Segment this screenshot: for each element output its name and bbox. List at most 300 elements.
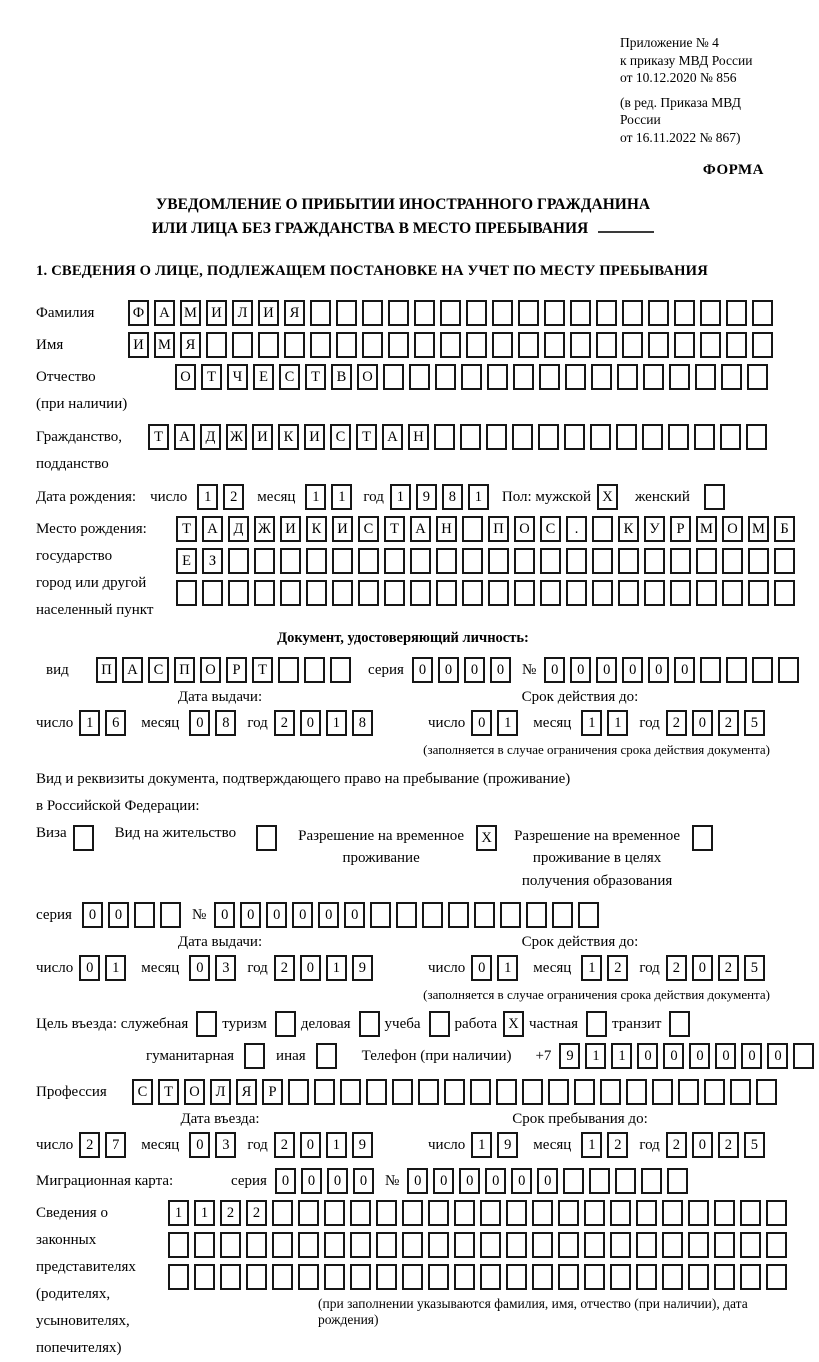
form-cell: 2: [274, 710, 295, 736]
form-cell: 0: [189, 1132, 210, 1158]
form-cell: 0: [240, 902, 261, 928]
form-cell: К: [618, 516, 639, 542]
form-cell: [440, 332, 461, 358]
doc-issue-month-cells: [189, 710, 241, 736]
series-label: серия: [368, 661, 404, 678]
form-cell: 0: [459, 1168, 480, 1194]
permit-series-cells: [82, 902, 186, 928]
form-cell: 0: [301, 1168, 322, 1194]
patronymic-label: Отчество (при наличии): [36, 369, 128, 413]
form-cell: А: [154, 300, 175, 326]
stay-year-cells: [666, 1132, 770, 1158]
form-cell: 0: [344, 902, 365, 928]
form-cell: [592, 580, 613, 606]
permit-series-row: [36, 902, 770, 928]
form-cell: [610, 1264, 631, 1290]
form-cell: Е: [253, 364, 274, 390]
form-cell: [350, 1232, 371, 1258]
form-cell: 0: [471, 955, 492, 981]
birth-place-label: Место рождения: государство город или другой населенный пункт: [36, 521, 154, 619]
form-cell: [642, 424, 663, 450]
form-cell: [636, 1264, 657, 1290]
migration-card-row: [36, 1168, 770, 1194]
form-cell: [480, 1200, 501, 1226]
form-cell: 0: [275, 1168, 296, 1194]
form-cell: [422, 902, 443, 928]
form-cell: М: [696, 516, 717, 542]
form-cell: 0: [266, 902, 287, 928]
form-cell: 2: [718, 955, 739, 981]
form-cell: 5: [744, 1132, 765, 1158]
form-cell: [532, 1200, 553, 1226]
form-cell: К: [306, 516, 327, 542]
name-row: [36, 332, 770, 358]
form-cell: [306, 580, 327, 606]
form-cell: 0: [485, 1168, 506, 1194]
form-cell: 5: [744, 710, 765, 736]
form-cell: 1: [497, 955, 518, 981]
entry-date-label: Дата въезда:: [180, 1111, 260, 1128]
stay-day-cells: [471, 1132, 523, 1158]
visa-label: Виза: [36, 824, 67, 841]
form-cell: [592, 516, 613, 542]
identity-doc-heading: Документ, удостоверяющий личность:: [277, 630, 529, 647]
permit-issue-group: число 0 1 месяц 0 3 год 2 0 1 9: [36, 955, 404, 981]
form-cell: 0: [300, 955, 321, 981]
form-cell: [617, 364, 638, 390]
surname-label: Фамилия: [36, 304, 95, 321]
form-cell: 1: [390, 484, 411, 510]
form-cell: 0: [79, 955, 100, 981]
form-cell: 2: [607, 1132, 628, 1158]
form-cell: 9: [559, 1043, 580, 1069]
sex-female-checkbox: [704, 484, 730, 510]
form-cell: [544, 332, 565, 358]
appendix-line: Приложение № 4: [620, 35, 719, 50]
form-cell: 8: [215, 710, 236, 736]
surname-row: [36, 300, 770, 326]
form-cell: 1: [168, 1200, 189, 1226]
form-cell: 2: [666, 955, 687, 981]
form-cell: 0: [537, 1168, 558, 1194]
form-cell: [747, 364, 768, 390]
doc-issue-year-cells: [274, 710, 378, 736]
profession-row: [36, 1079, 770, 1105]
form-cell: 0: [189, 955, 210, 981]
representatives-label: Сведения о законных представителях (родителях, усыновителях, попечителях): [36, 1205, 136, 1357]
form-cell: [220, 1264, 241, 1290]
form-cell: [280, 580, 301, 606]
patronymic-cells: [175, 364, 773, 390]
entry-day-cells: [79, 1132, 131, 1158]
permit-valid-group: число 0 1 месяц 1 2 год 2 0 2 5: [428, 955, 770, 981]
appendix-block: [620, 34, 770, 146]
form-cell: 0: [715, 1043, 736, 1069]
form-cell: [578, 902, 599, 928]
profession-cells: [132, 1079, 782, 1105]
form-cell: 1: [305, 484, 326, 510]
permit-valid-day-cells: [471, 955, 523, 981]
form-cell: И: [332, 516, 353, 542]
form-cell: 2: [246, 1200, 267, 1226]
form-cell: [766, 1264, 787, 1290]
form-cell: [474, 902, 495, 928]
purpose-tourism-checkbox: [275, 1011, 301, 1037]
form-cell: [558, 1264, 579, 1290]
form-cell: [314, 1079, 335, 1105]
permit-dates-head: Дата выдачи: Срок действия до:: [177, 934, 639, 951]
form-label: ФОРМА: [702, 162, 764, 179]
doc-type-cells: [96, 657, 356, 683]
form-cell: 0: [490, 657, 511, 683]
form-cell: Т: [356, 424, 377, 450]
form-cell: 0: [692, 710, 713, 736]
representatives-block: [36, 1200, 770, 1362]
form-cell: С: [540, 516, 561, 542]
form-cell: [228, 580, 249, 606]
temp-residence-checkbox: [476, 825, 502, 851]
form-cell: [644, 548, 665, 574]
form-cell: 0: [438, 657, 459, 683]
form-cell: [752, 657, 773, 683]
form-cell: X: [476, 825, 497, 851]
profession-label: Профессия: [36, 1083, 107, 1100]
form-cell: [692, 825, 713, 851]
form-cell: [514, 580, 535, 606]
form-cell: [414, 300, 435, 326]
private-label: частная: [529, 1015, 579, 1032]
form-cell: [570, 300, 591, 326]
form-cell: [674, 332, 695, 358]
form-cell: [669, 364, 690, 390]
form-cell: 9: [352, 955, 373, 981]
form-cell: [396, 902, 417, 928]
form-cell: 2: [718, 710, 739, 736]
form-cell: [324, 1200, 345, 1226]
form-cell: [748, 548, 769, 574]
form-cell: [622, 332, 643, 358]
form-cell: 1: [581, 710, 602, 736]
form-cell: [740, 1232, 761, 1258]
form-cell: 2: [274, 955, 295, 981]
form-cell: [376, 1200, 397, 1226]
permit-number-sign: №: [191, 906, 207, 923]
form-cell: [206, 332, 227, 358]
form-cell: [388, 332, 409, 358]
form-cell: И: [304, 424, 325, 450]
form-cell: 0: [689, 1043, 710, 1069]
form-cell: [480, 1232, 501, 1258]
form-cell: [168, 1232, 189, 1258]
form-cell: [670, 580, 691, 606]
form-cell: [740, 1264, 761, 1290]
form-cell: X: [597, 484, 618, 510]
form-cell: [714, 1232, 735, 1258]
form-cell: [506, 1200, 527, 1226]
temp-residence-edu-label: Разрешение на временное проживание в целях получения образования: [514, 827, 681, 889]
business-label: деловая: [300, 1015, 351, 1032]
surname-cells: [128, 300, 778, 326]
form-cell: 0: [767, 1043, 788, 1069]
permit-issue-year-cells: [274, 955, 378, 981]
form-cell: [232, 332, 253, 358]
form-cell: 0: [570, 657, 591, 683]
form-cell: 1: [497, 710, 518, 736]
birth-place-row-3: [176, 580, 800, 606]
form-cell: [714, 1264, 735, 1290]
form-cell: М: [748, 516, 769, 542]
form-cell: [376, 1264, 397, 1290]
form-cell: [466, 300, 487, 326]
form-cell: [721, 364, 742, 390]
residence-permit-row: [36, 825, 770, 893]
form-cell: [700, 300, 721, 326]
form-cell: [526, 902, 547, 928]
title-line-1: УВЕДОМЛЕНИЕ О ПРИБЫТИИ ИНОСТРАННОГО ГРАЖДАНИНА: [155, 196, 651, 214]
form-cell: И: [258, 300, 279, 326]
form-cell: [176, 580, 197, 606]
form-cell: [540, 580, 561, 606]
form-cell: [564, 424, 585, 450]
form-cell: 0: [412, 657, 433, 683]
form-cell: [134, 902, 155, 928]
birth-date-row: [36, 484, 770, 510]
form-cell: [540, 548, 561, 574]
form-cell: А: [202, 516, 223, 542]
form-cell: [428, 1232, 449, 1258]
form-cell: [410, 580, 431, 606]
form-cell: [722, 580, 743, 606]
form-cell: [548, 1079, 569, 1105]
form-cell: [674, 300, 695, 326]
birth-place-rows: [176, 516, 800, 612]
form-cell: С: [279, 364, 300, 390]
year-label: год: [363, 488, 384, 505]
section-1-heading: 1. СВЕДЕНИЯ О ЛИЦЕ, ПОДЛЕЖАЩЕМ ПОСТАНОВКЕ НА УЧЕТ ПО МЕСТУ ПРЕБЫВАНИЯ: [36, 263, 708, 280]
form-cell: [500, 902, 521, 928]
form-cell: 3: [215, 1132, 236, 1158]
form-cell: А: [382, 424, 403, 450]
form-cell: [616, 424, 637, 450]
month-label: месяц: [257, 488, 296, 505]
form-cell: 0: [214, 902, 235, 928]
day-label: число: [150, 488, 188, 505]
form-cell: Т: [148, 424, 169, 450]
form-cell: 0: [189, 710, 210, 736]
permit-issue-month-cells: [189, 955, 241, 981]
form-cell: 1: [471, 1132, 492, 1158]
form-cell: [596, 300, 617, 326]
form-cell: [330, 657, 351, 683]
form-cell: [462, 580, 483, 606]
form-cell: [272, 1200, 293, 1226]
form-cell: 0: [292, 902, 313, 928]
form-cell: Р: [670, 516, 691, 542]
form-cell: [254, 548, 275, 574]
permit-valid-year-cells: [666, 955, 770, 981]
form-cell: [726, 657, 747, 683]
form-cell: [596, 332, 617, 358]
form-cell: У: [644, 516, 665, 542]
form-cell: 0: [637, 1043, 658, 1069]
form-cell: Т: [158, 1079, 179, 1105]
form-cell: О: [357, 364, 378, 390]
birth-year-cells: [390, 484, 494, 510]
form-cell: [448, 902, 469, 928]
form-cell: П: [96, 657, 117, 683]
form-cell: [414, 332, 435, 358]
form-cell: [194, 1264, 215, 1290]
form-cell: 0: [433, 1168, 454, 1194]
form-cell: 1: [581, 955, 602, 981]
form-cell: И: [252, 424, 273, 450]
form-cell: [428, 1200, 449, 1226]
form-cell: 0: [544, 657, 565, 683]
form-cell: Л: [232, 300, 253, 326]
form-cell: [316, 1043, 337, 1069]
form-cell: [626, 1079, 647, 1105]
form-cell: Р: [262, 1079, 283, 1105]
form-cell: [486, 424, 507, 450]
migration-number-sign: №: [384, 1172, 400, 1189]
form-cell: Ч: [227, 364, 248, 390]
form-cell: О: [200, 657, 221, 683]
form-cell: [275, 1011, 296, 1037]
doc-dates-head: [36, 689, 770, 706]
form-cell: [778, 657, 799, 683]
form-cell: [610, 1232, 631, 1258]
form-cell: [636, 1200, 657, 1226]
form-cell: [722, 548, 743, 574]
form-cell: 0: [692, 955, 713, 981]
form-cell: [678, 1079, 699, 1105]
form-cell: [492, 300, 513, 326]
form-cell: Я: [180, 332, 201, 358]
form-cell: [695, 364, 716, 390]
form-cell: [700, 332, 721, 358]
permit-series-label: серия: [36, 906, 72, 923]
purpose-business-checkbox: [359, 1011, 385, 1037]
form-cell: [714, 1200, 735, 1226]
form-cell: [350, 1264, 371, 1290]
representatives-note: (при заполнении указываются фамилия, имя, отчество (при наличии), дата рождения): [318, 1296, 748, 1328]
purpose-private-checkbox: [586, 1011, 612, 1037]
form-cell: [688, 1200, 709, 1226]
doc-type-label: вид: [46, 661, 69, 678]
form-cell: X: [503, 1011, 524, 1037]
appendix-line: от 10.12.2020 № 856: [620, 70, 737, 86]
form-cell: [340, 1079, 361, 1105]
title-blank-line: [598, 218, 654, 233]
form-cell: [696, 580, 717, 606]
form-cell: 0: [596, 657, 617, 683]
form-cell: [590, 424, 611, 450]
form-cell: О: [514, 516, 535, 542]
form-cell: 2: [220, 1200, 241, 1226]
citizenship-cells: [148, 424, 772, 450]
purpose-phone-row: [146, 1043, 782, 1069]
form-cell: Д: [200, 424, 221, 450]
form-cell: О: [722, 516, 743, 542]
form-cell: [766, 1232, 787, 1258]
form-cell: .: [566, 516, 587, 542]
form-cell: 0: [471, 710, 492, 736]
form-cell: [488, 548, 509, 574]
form-cell: [704, 1079, 725, 1105]
form-cell: [359, 1011, 380, 1037]
form-cell: [246, 1232, 267, 1258]
form-cell: [720, 424, 741, 450]
form-cell: Ж: [226, 424, 247, 450]
form-cell: [746, 424, 767, 450]
entry-month-cells: [189, 1132, 241, 1158]
representatives-row-1: [168, 1200, 792, 1226]
form-cell: [586, 1011, 607, 1037]
form-cell: [726, 332, 747, 358]
form-cell: 2: [718, 1132, 739, 1158]
form-cell: [440, 300, 461, 326]
form-cell: [402, 1264, 423, 1290]
form-cell: А: [122, 657, 143, 683]
form-cell: Ж: [254, 516, 275, 542]
form-cell: 0: [464, 657, 485, 683]
form-cell: О: [175, 364, 196, 390]
humanitarian-label: гуманитарная: [146, 1047, 235, 1064]
sex-male-checkbox: [597, 484, 623, 510]
permit-dates-row: [36, 955, 770, 981]
form-cell: [310, 300, 331, 326]
form-cell: 1: [326, 1132, 347, 1158]
form-cell: Т: [176, 516, 197, 542]
form-cell: [288, 1079, 309, 1105]
form-cell: [648, 332, 669, 358]
form-cell: [466, 332, 487, 358]
form-cell: [730, 1079, 751, 1105]
form-cell: [752, 332, 773, 358]
form-cell: 9: [416, 484, 437, 510]
patronymic-row: [36, 364, 770, 418]
form-cell: [774, 580, 795, 606]
form-cell: 0: [353, 1168, 374, 1194]
form-cell: [332, 548, 353, 574]
form-cell: [310, 332, 331, 358]
form-cell: [584, 1200, 605, 1226]
form-cell: [552, 902, 573, 928]
form-cell: [662, 1200, 683, 1226]
form-cell: С: [358, 516, 379, 542]
form-cell: [688, 1232, 709, 1258]
form-cell: [436, 548, 457, 574]
form-cell: [670, 548, 691, 574]
form-cell: М: [180, 300, 201, 326]
form-cell: [700, 657, 721, 683]
form-cell: [522, 1079, 543, 1105]
form-cell: [362, 332, 383, 358]
form-cell: Я: [284, 300, 305, 326]
permit-issue-day-cells: [79, 955, 131, 981]
form-cell: 7: [105, 1132, 126, 1158]
form-cell: 0: [674, 657, 695, 683]
form-cell: [648, 300, 669, 326]
purpose-official-checkbox: [196, 1011, 222, 1037]
form-cell: [336, 300, 357, 326]
form-cell: Т: [384, 516, 405, 542]
form-cell: [358, 548, 379, 574]
form-cell: 1: [105, 955, 126, 981]
form-cell: [272, 1232, 293, 1258]
form-cell: [272, 1264, 293, 1290]
form-cell: [667, 1168, 688, 1194]
